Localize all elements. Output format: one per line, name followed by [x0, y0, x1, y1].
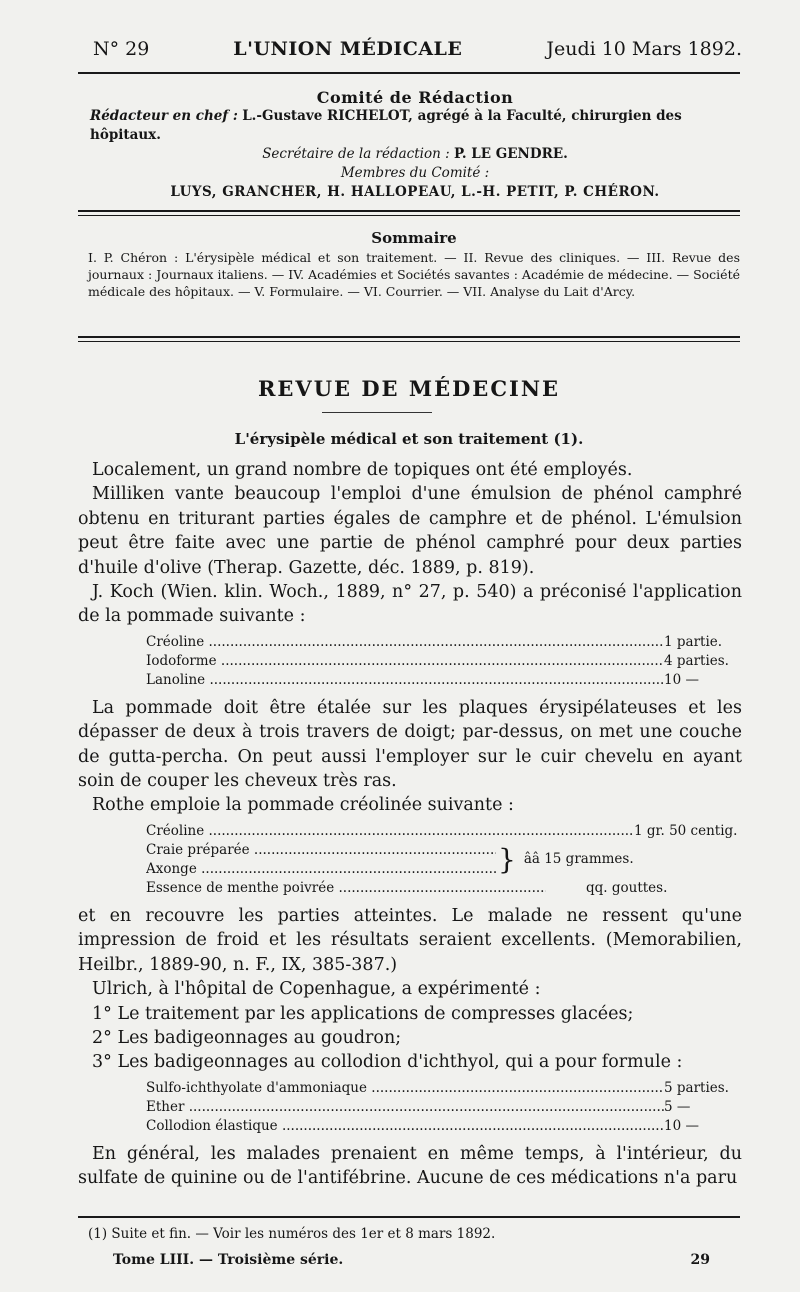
table-of-contents	[88, 230, 740, 300]
formula-row: Ether ..... 5 —	[146, 1098, 756, 1117]
secretary-name: P. LE GENDRE.	[453, 146, 568, 162]
header-rule	[78, 72, 740, 74]
paragraph: Rothe emploie la pommade créolinée suivante :	[92, 795, 514, 816]
sommaire-rule	[78, 336, 740, 338]
committee-title: Comité de Rédaction	[316, 88, 514, 107]
page-number: 29	[690, 1252, 710, 1268]
section-title: REVUE DE MÉDECINE	[257, 376, 561, 401]
secretary-line	[90, 145, 740, 164]
paragraph: Ulrich, à l'hôpital de Copenhague, a expérimenté :	[92, 979, 541, 1000]
footnote-rule	[78, 1216, 740, 1218]
formula-braced-group: Craie préparée ..... Axonge ..... } ââ 15 grammes.	[146, 841, 756, 879]
list-item: 1° Le traitement par les applications de compresses glacées;	[92, 1003, 634, 1024]
secretary-label: Secrétaire de la rédaction :	[262, 146, 450, 162]
committee-rule-thin	[78, 215, 740, 216]
editor-label: Rédacteur en chef :	[90, 108, 238, 124]
editor-name: L.-Gustave RICHELOT, agrégé à la Faculté, chirurgien des hôpitaux.	[90, 108, 682, 143]
sommaire-title: Sommaire	[371, 229, 457, 247]
paragraph: J. Koch (Wien. klin. Woch., 1889, n° 27, p. 540) a préconisé l'application de la pommade suivante :	[78, 582, 742, 627]
paragraph: Localement, un grand nombre de topiques ont été employés.	[92, 460, 633, 480]
members-label: Membres du Comité :	[340, 165, 490, 181]
formula-row: Sulfo-ichthyolate d'ammoniaque ..... 5 parties.	[146, 1079, 756, 1098]
paragraph: et en recouvre les parties atteintes. Le malade ne ressent qu'une impression de froid et les résultats seraient excellents. (Memorabilien, Heilbr., 1889-90, n. F., IX, 385-387.)	[78, 905, 742, 975]
formula-row: Créoline ..... 1 partie.	[146, 633, 756, 652]
page-footer	[113, 1252, 710, 1268]
editor-line	[90, 107, 740, 145]
journal-title: L'UNION MÉDICALE	[233, 38, 463, 60]
footnote: (1) Suite et fin. — Voir les numéros des 1er et 8 mars 1892.	[88, 1226, 496, 1242]
sommaire-rule-thin	[78, 341, 740, 342]
formula-row: Essence de menthe poivrée ..... qq. gouttes.	[146, 879, 756, 898]
formula-row: Lanoline ..... 10 —	[146, 671, 756, 690]
formula-row: Iodoforme ..... 4 parties.	[146, 652, 756, 671]
paragraph: Milliken vante beaucoup l'emploi d'une émulsion de phénol camphré obtenu en triturant parties égales de camphre et de phénol. L'émulsion peut être faite avec une partie de phénol camphré pour deux parties d'huile d'olive (Therap. Gazette, déc. 1889, p. 819).	[78, 484, 742, 578]
list-item: 2° Les badigeonnages au goudron;	[92, 1027, 402, 1048]
formula-ulrich	[146, 1079, 756, 1136]
members-list: LUYS, GRANCHER, H. HALLOPEAU, L.-H. PETIT, P. CHÉRON.	[170, 184, 660, 200]
volume-info: Tome LIII. — Troisième série.	[113, 1252, 344, 1268]
formula-rothe	[146, 822, 756, 898]
article-title: L'érysipèle médical et son traitement (1).	[234, 430, 584, 448]
committee-rule	[78, 210, 740, 212]
brace-glyph: }	[498, 842, 516, 876]
sommaire-text: I. P. Chéron : L'érysipèle médical et son traitement. — II. Revue des cliniques. — III. Revue des journaux : Journaux italiens. — IV. Académies et Sociétés savantes : Académie de médecine. — Société médicale des hôpitaux. — V. Formulaire. — VI. Courrier. — VII. Analyse du Lait d'Arcy.	[88, 250, 740, 299]
formula-row: Collodion élastique ..... 10 —	[146, 1117, 756, 1136]
editorial-committee	[90, 88, 740, 202]
paragraph: En général, les malades prenaient en même temps, à l'intérieur, du sulfate de quinine ou de l'antifébrine. Aucune de ces médications n'a paru	[78, 1143, 742, 1189]
list-item: 3° Les badigeonnages au collodion d'ichthyol, qui a pour formule :	[92, 1052, 683, 1073]
issue-date: Jeudi 10 Mars 1892.	[546, 38, 742, 60]
article-body	[78, 458, 742, 1191]
running-head	[93, 38, 742, 60]
formula-koch	[146, 633, 756, 690]
issue-number: N° 29	[93, 38, 150, 60]
formula-row: Créoline ..... 1 gr. 50 centig.	[146, 822, 756, 841]
paragraph: La pommade doit être étalée sur les plaques érysipélateuses et les dépasser de deux à trois travers de doigt; par-dessus, on met une couche de gutta-percha. On peut aussi l'employer sur le cuir chevelu en ayant soin de couper les cheveux très ras.	[78, 697, 742, 792]
section-divider	[322, 412, 432, 413]
